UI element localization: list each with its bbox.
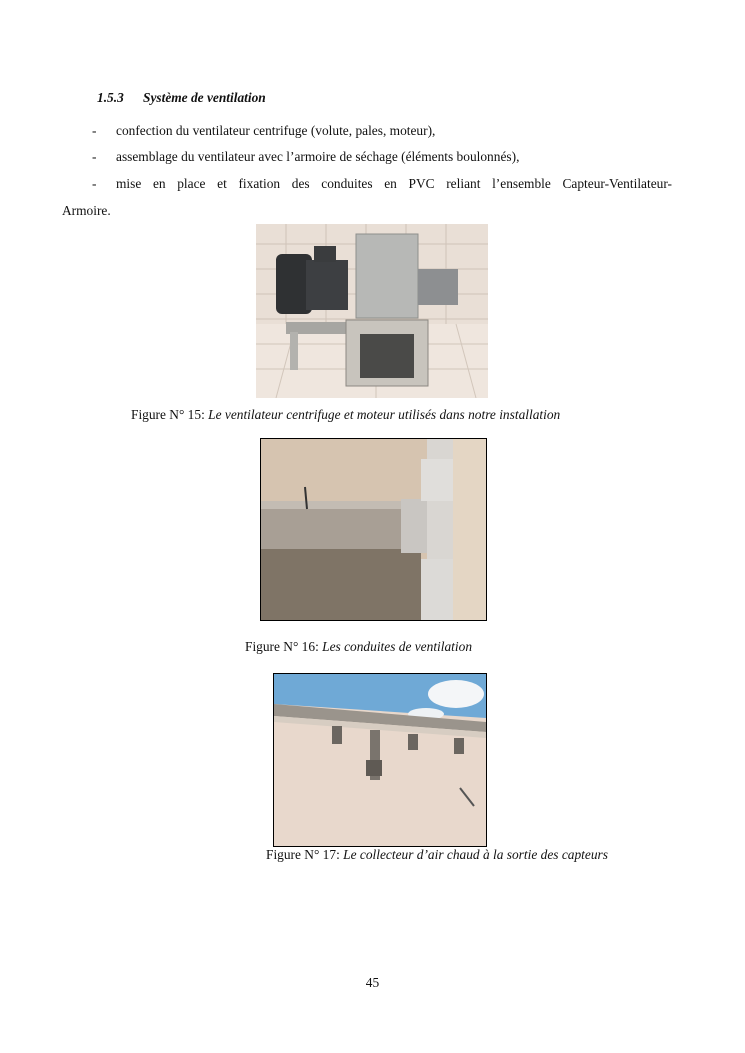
figure-caption-text: Les conduites de ventilation bbox=[322, 639, 473, 654]
bullet-dash: - bbox=[92, 149, 97, 164]
bullet-dash: - bbox=[92, 123, 97, 138]
bullet-text: mise en place et fixation des conduites en PVC reliant l’ensemble Capteur-Ventilateur- bbox=[116, 176, 672, 191]
figure-caption-text: Le ventilateur centrifuge et moteur utilisés dans notre installation bbox=[208, 407, 561, 422]
section-number: 1.5.3 bbox=[97, 90, 124, 105]
figure-16-caption bbox=[245, 639, 472, 655]
figure-17-caption bbox=[266, 847, 608, 863]
collector-illustration bbox=[274, 674, 486, 846]
bullet-item bbox=[0, 123, 745, 143]
section-heading bbox=[97, 90, 266, 106]
figure-17-photo bbox=[273, 673, 487, 847]
bullet-item bbox=[0, 149, 745, 169]
section-title: Système de ventilation bbox=[143, 90, 266, 105]
figure-16-photo bbox=[260, 438, 487, 621]
fan-motor-illustration bbox=[256, 224, 488, 398]
figure-15-caption bbox=[131, 407, 560, 423]
bullet-continuation: Armoire. bbox=[62, 203, 111, 218]
figure-label: Figure N° 15: bbox=[131, 407, 209, 422]
bullet-text: confection du ventilateur centrifuge (volute, pales, moteur), bbox=[116, 123, 436, 138]
figure-label: Figure N° 16: bbox=[245, 639, 323, 654]
ducts-illustration bbox=[261, 439, 486, 620]
figure-caption-text: Le collecteur d’air chaud à la sortie des capteurs bbox=[343, 847, 608, 862]
bullet-dash: - bbox=[92, 176, 97, 191]
bullet-item bbox=[0, 176, 745, 196]
bullet-text: assemblage du ventilateur avec l’armoire de séchage (éléments boulonnés), bbox=[116, 149, 520, 164]
figure-label: Figure N° 17: bbox=[266, 847, 344, 862]
page-number: 45 bbox=[365, 975, 380, 990]
figure-15-photo bbox=[256, 224, 488, 398]
